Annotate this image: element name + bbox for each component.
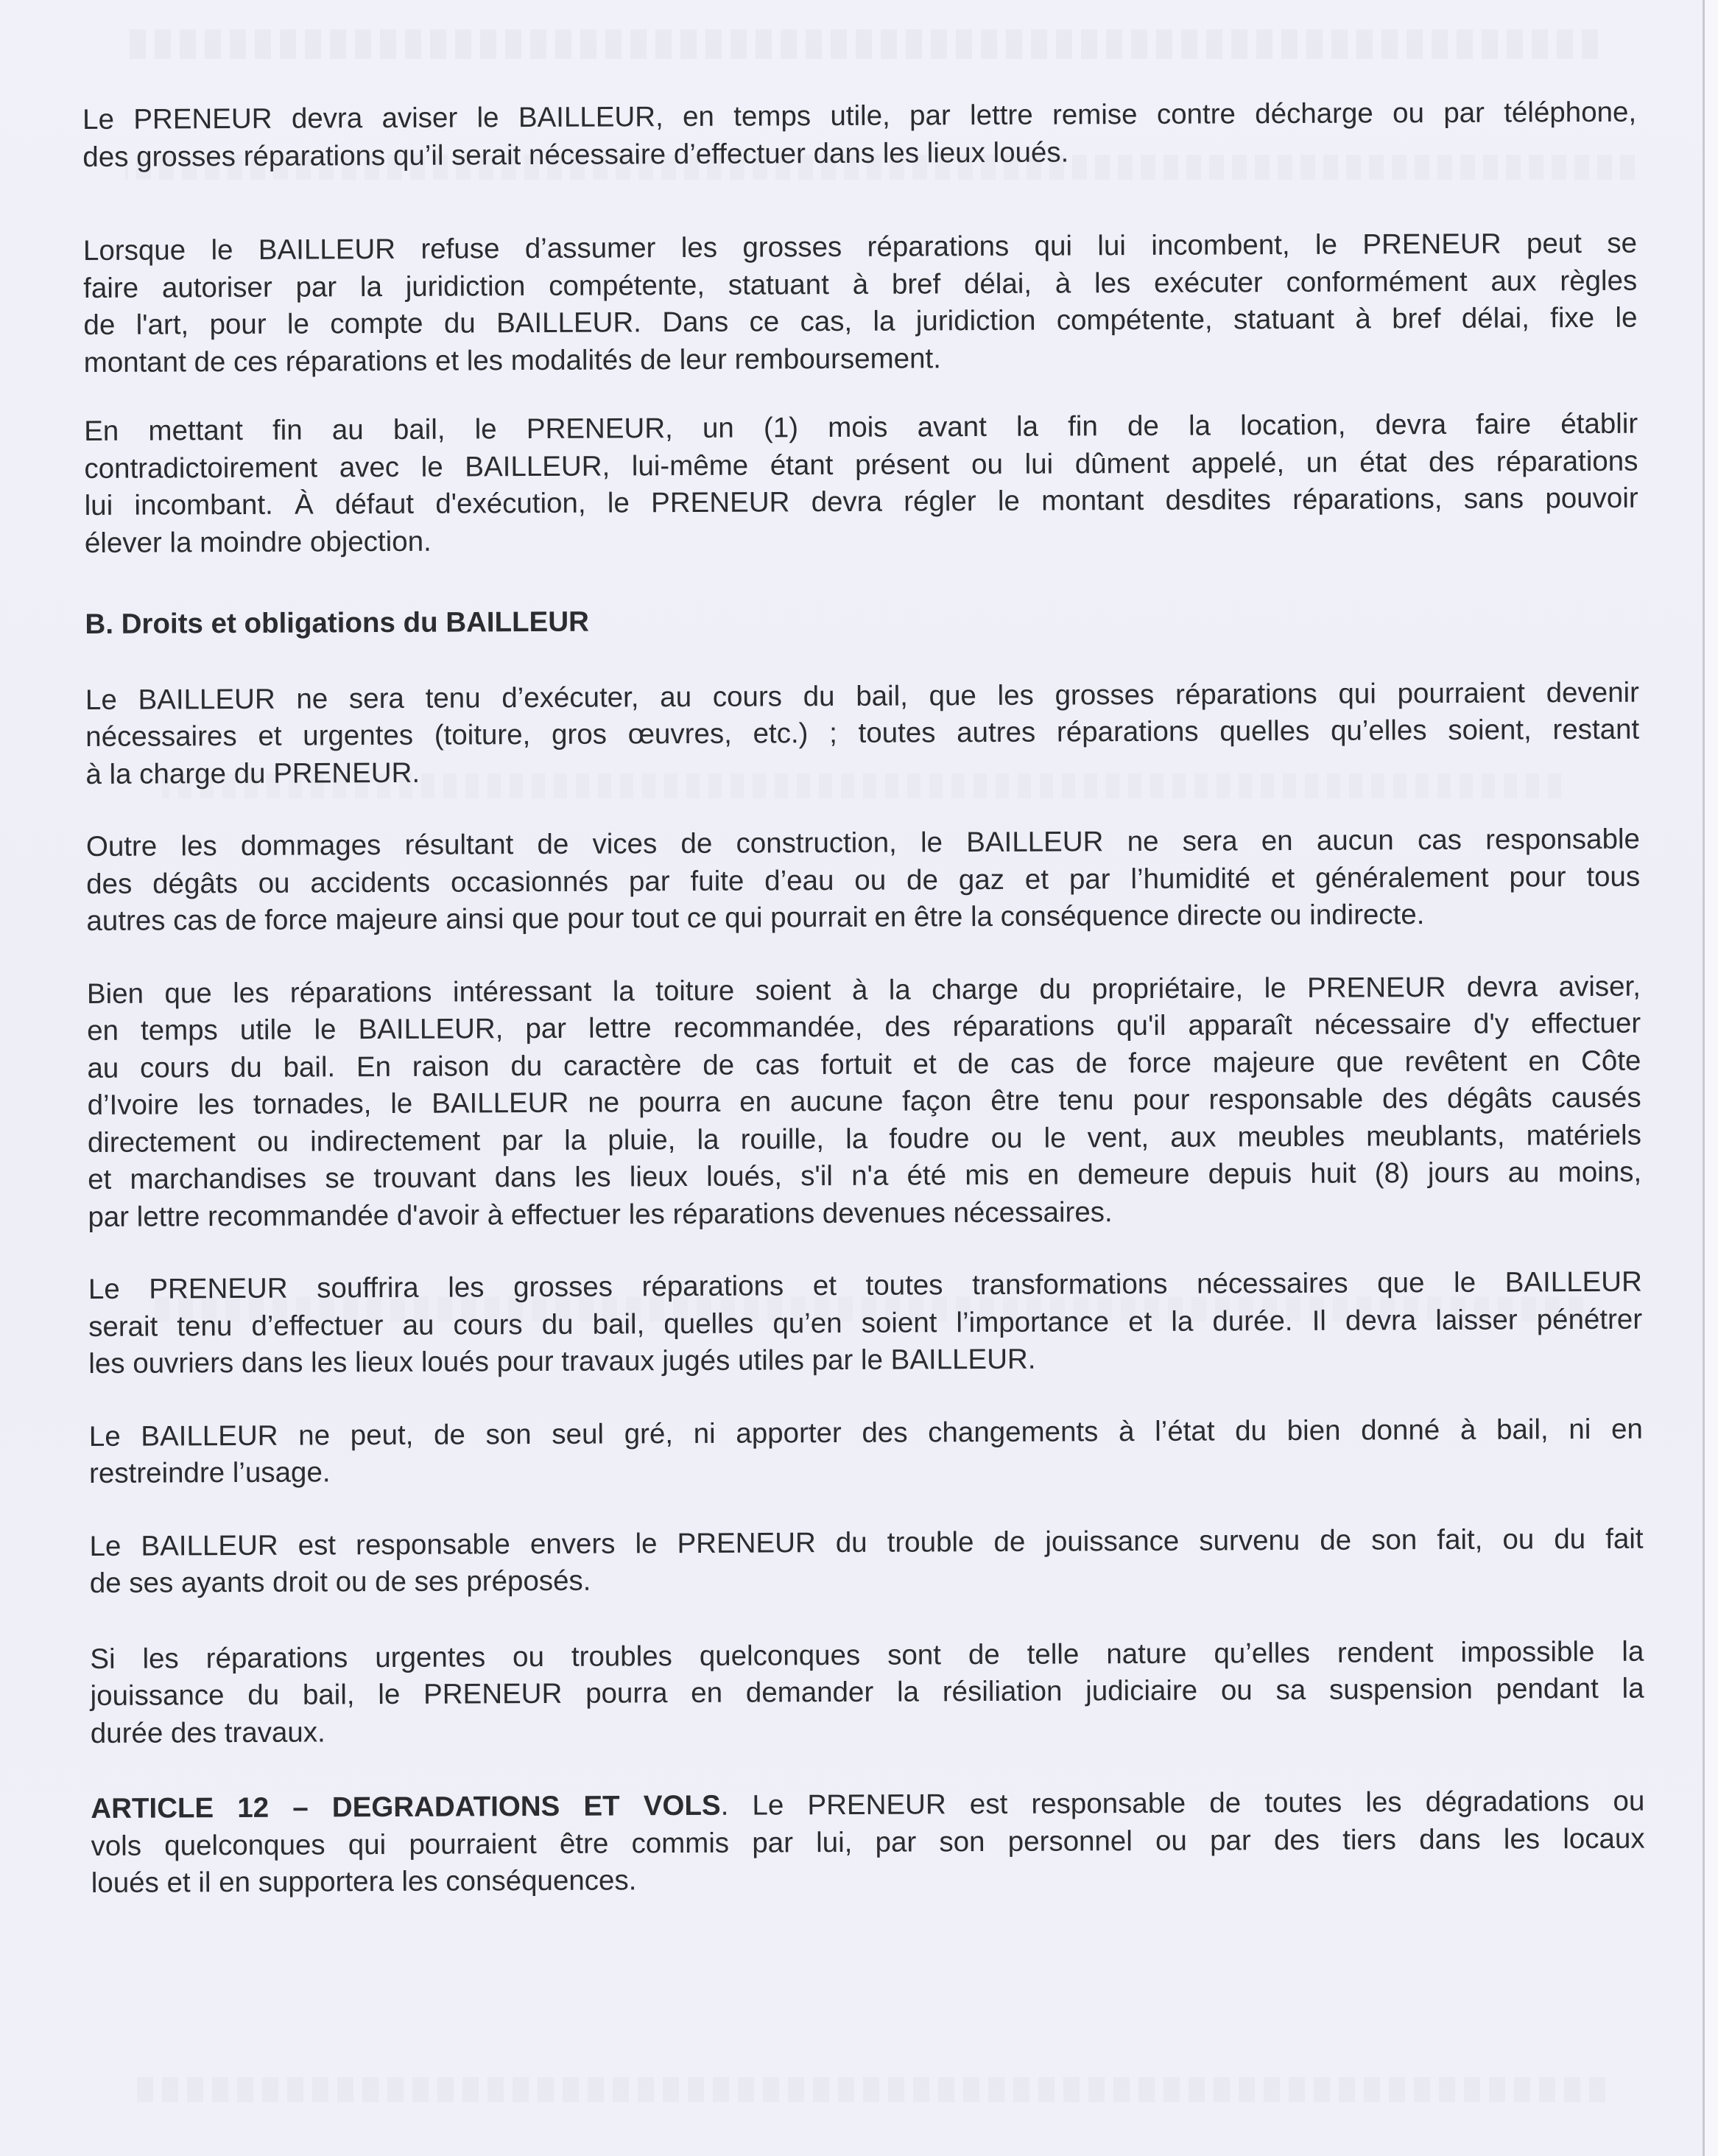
text-line: par lettre recommandée d'avoir à effectuer les réparations devenues nécessaires. (88, 1195, 1113, 1233)
text-line: Le BAILLEUR est responsable envers le PRENEUR du trouble de jouissance survenu de son fait, ou du fait (89, 1523, 1644, 1562)
text-line: et marchandises se trouvant dans les lieux loués, s'il n'a été mis en demeure depuis huit (8) jours au moins, (88, 1156, 1642, 1195)
text-line: restreindre l’usage. (88, 1456, 331, 1489)
text-line: En mettant fin au bail, le PRENEUR, un (1) mois avant la fin de la location, devra faire établir (84, 407, 1638, 447)
text-line: élever la moindre objection. (84, 525, 432, 559)
section-heading: B. Droits et obligations du BAILLEUR (85, 605, 590, 640)
page-margin-strip (1705, 0, 1718, 2156)
text-line: montant de ces réparations et les modalités de leur remboursement. (83, 342, 941, 379)
text-line: Lorsque le BAILLEUR refuse d’assumer les grosses réparations qui lui incombent, le PRENEUR peut se (82, 227, 1638, 267)
paragraph-dommages (86, 821, 1641, 941)
text-line: faire autoriser par la juridiction compétente, statuant à bref délai, à les exécuter conformément aux règles (83, 264, 1638, 304)
text-line: loués et il en supportera les conséquences. (91, 1864, 637, 1899)
show-through-shadow (125, 29, 1598, 59)
paragraph-toiture-tornades (87, 968, 1642, 1236)
text-line: de ses ayants droit ou de ses préposés. (89, 1565, 591, 1599)
text-line: nécessaires et urgentes (toiture, gros œuvres, etc.) ; toutes autres réparations quelles qu’elles soient, restant (85, 713, 1640, 753)
text-line: Le PRENEUR devra aviser le BAILLEUR, en temps utile, par lettre remise contre décharge ou par téléphone, (82, 96, 1637, 136)
text-line: contradictoirement avec le BAILLEUR, lui-même étant présent ou lui dûment appelé, un état des réparations (84, 445, 1638, 485)
text-line: de l'art, pour le compte du BAILLEUR. Dans ce cas, la juridiction compétente, statuant à bref délai, fixe le (83, 301, 1638, 341)
article-12-title: ARTICLE 12 – DEGRADATIONS ET VOLS (91, 1789, 721, 1825)
article-12 (91, 1783, 1645, 1903)
text-line: jouissance du bail, le PRENEUR pourra en demander la résiliation judiciaire ou sa suspension pendant la (90, 1672, 1644, 1712)
text-line: au cours du bail. En raison du caractère de cas fortuit et de cas de force majeure que revêtent en Côte (87, 1044, 1641, 1084)
text-line: vols quelconques qui pourraient être commis par lui, par son personnel ou par des tiers dans les locaux (91, 1822, 1645, 1862)
text-line: lui incombant. À défaut d'exécution, le PRENEUR devra régler le montant desdites réparations, sans pouvoir (84, 482, 1638, 522)
text-line: autres cas de force majeure ainsi que pour tout ce qui pourrait en être la conséquence directe ou indirecte. (86, 899, 1425, 937)
text-line: directement ou indirectement par la pluie, la rouille, la foudre ou le vent, aux meubles meublants, matériels (87, 1119, 1641, 1159)
text-line: Le PRENEUR souffrira les grosses réparations et toutes transformations nécessaires que le BAILLEUR (88, 1265, 1642, 1305)
show-through-shadow (133, 2077, 1605, 2102)
paragraph-bailleur-refuse (83, 225, 1638, 382)
paragraph-bailleur-changements (89, 1411, 1643, 1492)
text-line: Si les réparations urgentes ou troubles quelconques sont de telle nature qu’elles rendent impossible la (90, 1635, 1644, 1675)
text-line: Le BAILLEUR ne peut, de son seul gré, ni apporter des changements à l’état du bien donné à bail, ni en (88, 1413, 1643, 1453)
text-line: serait tenu d’effectuer au cours du bail, quelles qu’en soient l’importance et la durée. Il devra laisser pénétrer (88, 1303, 1643, 1343)
page-edge-line (1703, 0, 1705, 2156)
document-body (82, 94, 1645, 1903)
text-line: les ouvriers dans les lieux loués pour travaux jugés utiles par le BAILLEUR. (88, 1343, 1036, 1380)
text-line: d’Ivoire les tornades, le BAILLEUR ne pourra en aucune façon être tenu pour responsable des dégâts causés (87, 1081, 1641, 1121)
text-line: Bien que les réparations intéressant la toiture soient à la charge du propriétaire, le PRENEUR devra aviser, (86, 970, 1641, 1010)
article-12-intro: . Le PRENEUR est responsable de toutes les dégradations ou (720, 1785, 1645, 1822)
paragraph-bailleur-responsable (89, 1520, 1643, 1602)
text-line: des dégâts ou accidents occasionnés par fuite d’eau ou de gaz et par l’humidité et généralement pour tous (86, 860, 1641, 900)
paragraph-preneur-aviser (82, 94, 1636, 176)
paragraph-fin-bail (84, 406, 1638, 562)
paragraph-preneur-souffrira (88, 1264, 1643, 1383)
text-line: à la charge du PRENEUR. (85, 756, 420, 790)
text-line: en temps utile le BAILLEUR, par lettre recommandée, des réparations qu'il apparaît nécessaire d'y effectuer (87, 1007, 1641, 1047)
text-line: Outre les dommages résultant de vices de construction, le BAILLEUR ne sera en aucun cas responsable (85, 823, 1641, 863)
text-line: des grosses réparations qu’il serait nécessaire d’effectuer dans les lieux loués. (82, 136, 1069, 173)
paragraph-reparations-urgentes (90, 1633, 1644, 1752)
text-line: durée des travaux. (90, 1716, 325, 1749)
paragraph-grosses-reparations (85, 674, 1640, 793)
text-line: Le BAILLEUR ne sera tenu d’exécuter, au cours du bail, que les grosses réparations qui pourraient devenir (85, 676, 1640, 716)
